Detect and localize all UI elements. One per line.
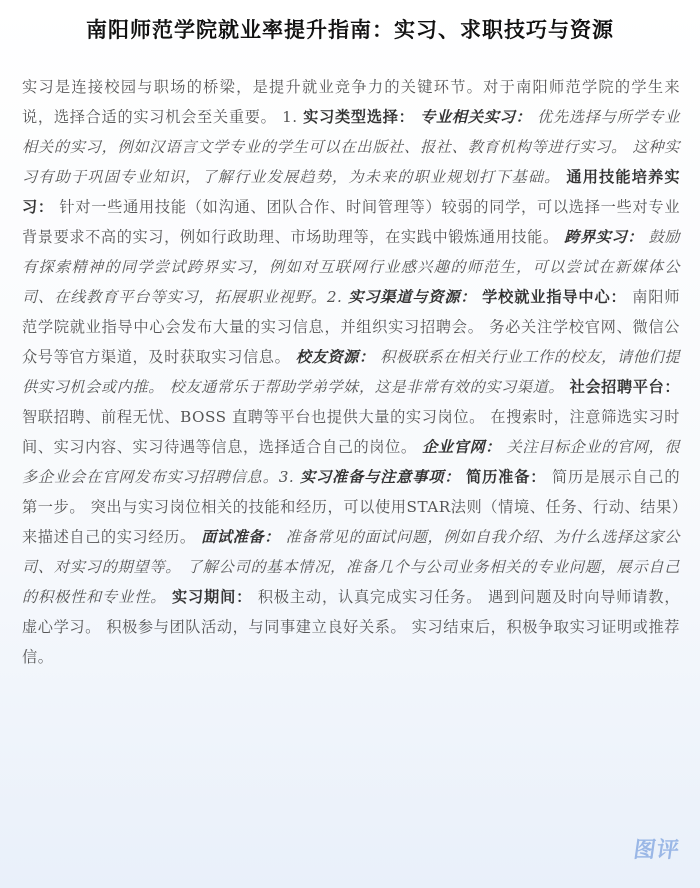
brand-logo: 图评	[631, 838, 682, 863]
text-segment: 积极联系在相关行业工作的校友，请他们提供实习机会或内推。 校友通常乐于帮助学弟学妹，这是非常有效的实习渠道。	[22, 348, 681, 396]
text-segment: 实习类型选择：	[303, 108, 415, 126]
text-segment: 社会招聘平台：	[569, 378, 681, 396]
text-segment: 通用技能培养实习：	[22, 168, 681, 216]
text-segment: 智联招聘、前程无忧、BOSS 直聘等平台也提供大量的实习岗位。 在搜索时，注意筛选实习时间、实习内容、实习待遇等信息，选择适合自己的岗位。	[22, 408, 680, 456]
text-segment: 实习期间：	[171, 588, 253, 606]
article-body	[22, 72, 680, 672]
text-segment: 专业相关实习：	[420, 108, 532, 126]
text-segment: 校友资源：	[295, 348, 375, 366]
text-segment: 面试准备：	[201, 528, 281, 546]
text-segment: 实习渠道与资源：	[348, 288, 477, 306]
text-segment: 实习是连接校园与职场的桥梁，是提升就业竞争力的关键环节。对于南阳师范学院的学生来说，选择合适的实习机会至关重要。 1.	[22, 78, 680, 126]
text-segment: 简历是展示自己的第一步。 突出与实习岗位相关的技能和经历，可以使用STAR法则（情境、任务、行动、结果）来描述自己的实习经历。	[22, 468, 681, 546]
text-segment: 南阳师范学院就业指导中心会发布大量的实习信息，并组织实习招聘会。 务必关注学校官网、微信公众号等官方渠道，及时获取实习信息。	[22, 288, 681, 366]
text-segment: 准备常见的面试问题，例如自我介绍、为什么选择这家公司、对实习的期望等。 了解公司的基本情况，准备几个与公司业务相关的专业问题，展示自己的积极性和专业性。	[22, 528, 681, 606]
text-segment: 3.	[278, 468, 300, 486]
text-segment: 2.	[326, 288, 349, 306]
text-segment: 实习准备与注意事项：	[299, 468, 461, 486]
text-segment: 学校就业指导中心：	[482, 288, 627, 306]
text-segment: 优先选择与所学专业相关的实习，例如汉语言文学专业的学生可以在出版社、报社、教育机构等进行实习。 这种实习有助于巩固专业知识，了解行业发展趋势，为未来的职业规划打下基础。	[22, 108, 681, 186]
text-segment: 关注目标企业的官网，很多企业会在官网发布实习招聘信息。	[22, 438, 681, 486]
text-segment: 简历准备：	[466, 468, 547, 486]
text-segment: 跨界实习：	[564, 228, 644, 246]
text-segment: 鼓励有探索精神的同学尝试跨界实习，例如对互联网行业感兴趣的师范生，可以尝试在新媒体公司、在线教育平台等实习，拓展职业视野。	[22, 228, 681, 306]
text-segment: 企业官网：	[422, 438, 502, 456]
page-title: 南阳师范学院就业率提升指南：实习、求职技巧与资源	[86, 17, 614, 42]
text-segment: 针对一些通用技能（如沟通、团队合作、时间管理等）较弱的同学，可以选择一些对专业背景要求不高的实习，例如行政助理、市场助理等，在实践中锻炼通用技能。	[22, 198, 681, 246]
text-segment: 积极主动，认真完成实习任务。 遇到问题及时向导师请教，虚心学习。 积极参与团队活动，与同事建立良好关系。 实习结束后，积极争取实习证明或推荐信。	[22, 588, 681, 666]
